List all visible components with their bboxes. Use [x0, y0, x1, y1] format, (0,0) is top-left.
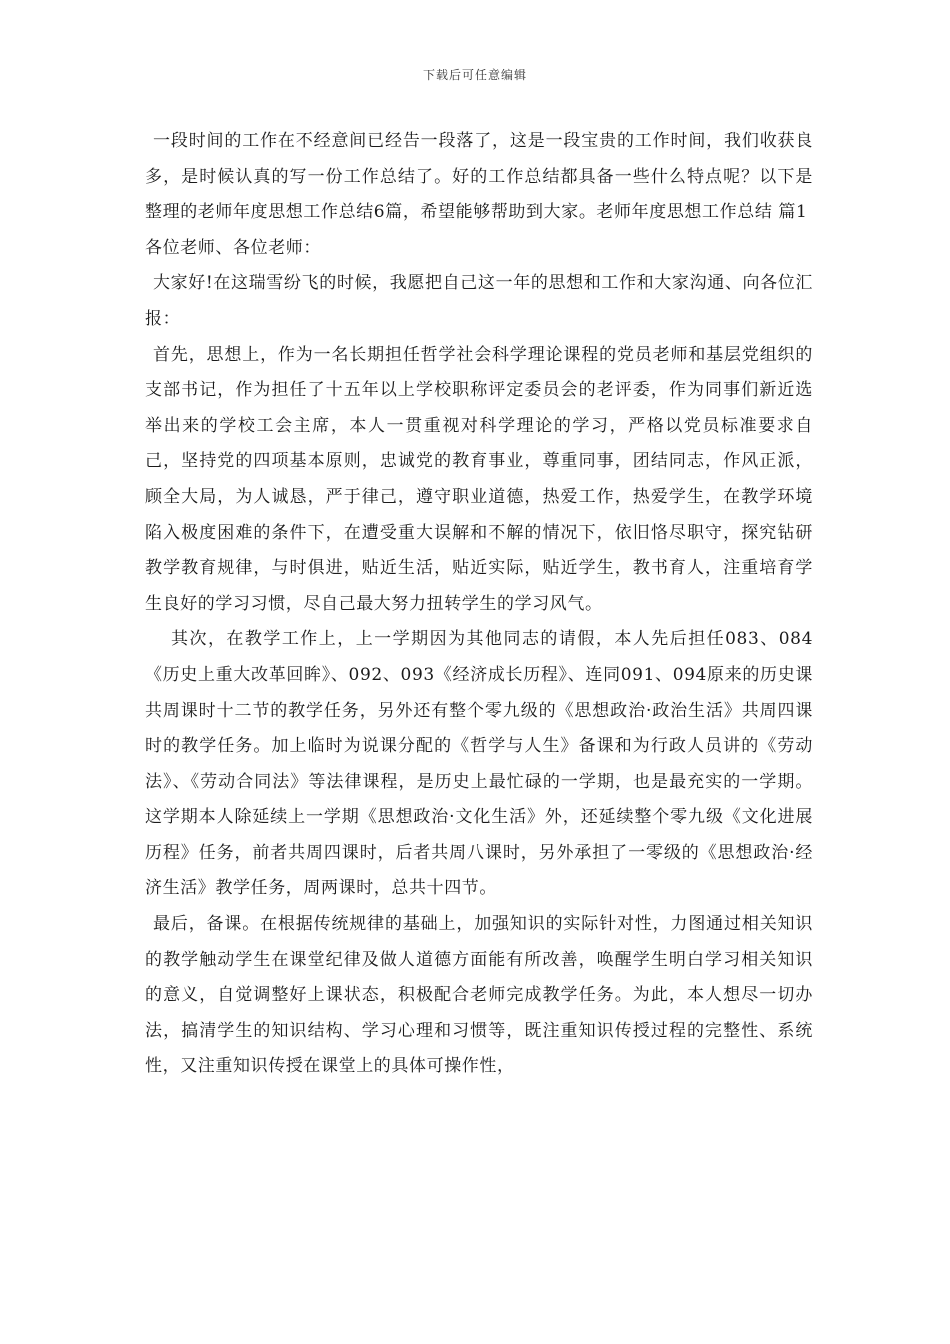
lesson-prep-paragraph: 最后，备课。在根据传统规律的基础上，加强知识的实际针对性，力图通过相关知识的教学触动学生在课堂纪律及做人道德方面能有所改善，唤醒学生明白学习相关知识的意义，自觉调整好上课状态，积极配合老师完成教学任务。为此，本人想尽一切办法，搞清学生的知识结构、学习心理和习惯等，既注重知识传授过程的完整性、系统性，又注重知识传授在课堂上的具体可操作性， [145, 914, 813, 1077]
greeting-paragraph: 大家好!在这瑞雪纷飞的时候，我愿把自己这一年的思想和工作和大家沟通、向各位汇报： [145, 273, 813, 329]
intro-paragraph: 一段时间的工作在不经意间已经告一段落了，这是一段宝贵的工作时间，我们收获良多，是时候认真的写一份工作总结了。好的工作总结都具备一些什么特点呢？以下是整理的老师年度思想工作总结6篇，希望能够帮助到大家。老师年度思想工作总结 篇1 [145, 131, 813, 223]
salutation: 各位老师、各位老师： [145, 237, 321, 258]
ideology-paragraph: 首先，思想上，作为一名长期担任哲学社会科学理论课程的党员老师和基层党组织的支部书记，作为担任了十五年以上学校职称评定委员会的老评委，作为同事们新近选举出来的学校工会主席，本人一贯重视对科学理论的学习，严格以党员标准要求自己，坚持党的四项基本原则，忠诚党的教育事业，尊重同事，团结同志，作风正派，顾全大局，为人诚恳，严于律己，遵守职业道德，热爱工作，热爱学生，在教学环境陷入极度困难的条件下，在遭受重大误解和不解的情况下，依旧恪尽职守，探究钻研教学教育规律，与时俱进，贴近生活，贴近实际，贴近学生，教书育人，注重培育学生良好的学习习惯，尽自己最大努力扭转学生的学习风气。 [145, 344, 813, 614]
page-header: 下载后可任意编辑 [422, 68, 527, 82]
teaching-paragraph: 其次，在教学工作上，上一学期因为其他同志的请假，本人先后担任083、084《历史上重大改革回眸》、092、093《经济成长历程》、连同091、094原来的历史课共周课时十二节的教学任务，另外还有整个零九级的《思想政治·政治生活》共周四课时的教学任务。加上临时为说课分配的《哲学与人生》备课和为行政人员讲的《劳动法》、《劳动合同法》等法律课程，是历史上最忙碌的一学期，也是最充实的一学期。这学期本人除延续上一学期《思想政治·文化生活》外，还延续整个零九级《文化进展历程》任务，前者共周四课时，后者共周八课时，另外承担了一零级的《思想政治·经济生活》教学任务，周两课时，总共十四节。 [145, 629, 813, 899]
document-body [145, 124, 813, 1085]
